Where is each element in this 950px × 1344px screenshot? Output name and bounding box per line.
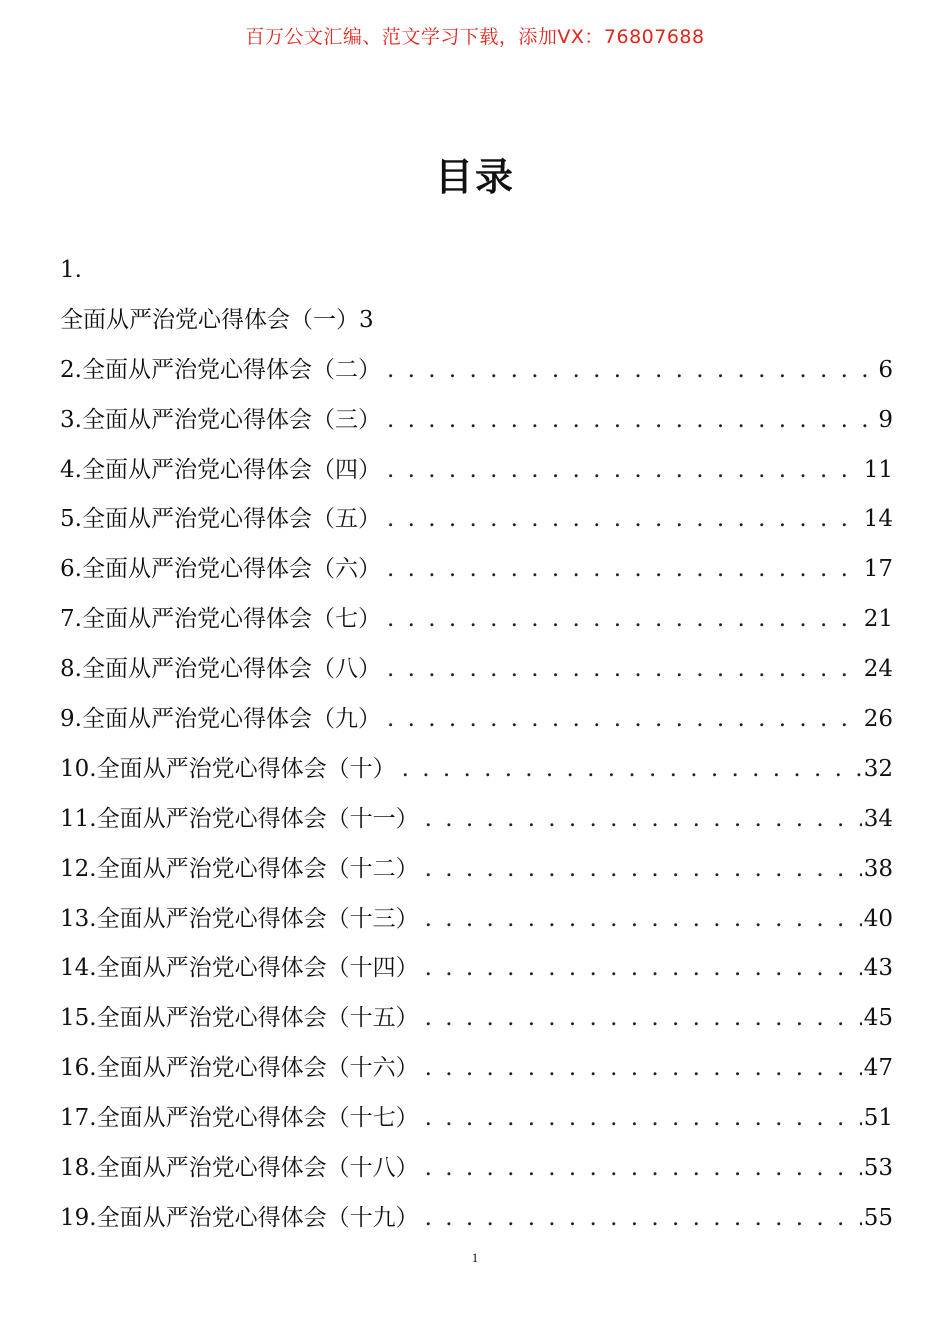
- toc-entry[interactable]: [60, 1200, 893, 1250]
- toc-entry-label: 5.全面从严治党心得体会（五）: [60, 506, 381, 533]
- toc-entry[interactable]: [60, 801, 893, 851]
- toc-entry-page: 9: [878, 406, 893, 433]
- toc-entry-page: 34: [863, 805, 893, 832]
- header-note: 百万公文汇编、范文学习下载，添加VX：76807688: [245, 26, 705, 48]
- toc-entry-page: 6: [878, 356, 893, 383]
- toc-entry[interactable]: [60, 950, 893, 1000]
- page-number: 1: [471, 1250, 479, 1265]
- toc-leader-dots: [425, 901, 862, 937]
- toc-leader-dots: [425, 801, 862, 837]
- toc-entry[interactable]: [60, 851, 893, 901]
- toc-entry[interactable]: [60, 651, 893, 701]
- toc-entry-label: 9.全面从严治党心得体会（九）: [60, 706, 381, 733]
- toc-entry[interactable]: [60, 501, 893, 551]
- toc-entry-page: 32: [863, 755, 893, 782]
- toc-entry-label: 全面从严治党心得体会（一）: [60, 306, 359, 333]
- toc-entry[interactable]: [60, 452, 893, 502]
- toc-list: [60, 352, 893, 1250]
- toc-entry-page: 55: [863, 1204, 893, 1231]
- toc-entry-page: 17: [863, 556, 893, 583]
- toc-leader-dots: [387, 352, 876, 388]
- toc-entry[interactable]: [60, 601, 893, 651]
- toc-entry-label: 11.全面从严治党心得体会（十一）: [60, 805, 419, 832]
- toc-entry[interactable]: [60, 1000, 893, 1050]
- toc-leader-dots: [425, 851, 862, 887]
- toc-entry-page: 43: [863, 955, 893, 982]
- toc-entry[interactable]: [60, 1100, 893, 1150]
- toc-entry[interactable]: [60, 901, 893, 951]
- table-of-contents: [60, 252, 893, 1250]
- toc-entry-page: 40: [863, 905, 893, 932]
- toc-entry-label: 7.全面从严治党心得体会（七）: [60, 606, 381, 633]
- toc-entry-page: 24: [863, 656, 893, 683]
- toc-entry-label: 13.全面从严治党心得体会（十三）: [60, 905, 419, 932]
- page-title: 目录: [434, 155, 515, 199]
- toc-leader-dots: [425, 1150, 862, 1186]
- toc-entry-label: 12.全面从严治党心得体会（十二）: [60, 855, 419, 882]
- toc-entry-label: 4.全面从严治党心得体会（四）: [60, 456, 381, 483]
- toc-entry-1-number[interactable]: [60, 252, 893, 302]
- toc-entry-page: 26: [863, 706, 893, 733]
- toc-entry-page: 11: [863, 456, 893, 483]
- toc-leader-dots: [387, 701, 862, 737]
- toc-entry[interactable]: [60, 402, 893, 452]
- toc-entry-label: 8.全面从严治党心得体会（八）: [60, 656, 381, 683]
- toc-entry[interactable]: [60, 701, 893, 751]
- toc-entry[interactable]: [60, 1050, 893, 1100]
- toc-entry-number: 1.: [60, 257, 82, 283]
- toc-leader-dots: [425, 1050, 862, 1086]
- toc-entry[interactable]: [60, 751, 893, 801]
- toc-leader-dots: [387, 402, 876, 438]
- toc-entry-label: 3.全面从严治党心得体会（三）: [60, 406, 381, 433]
- toc-entry-page: 38: [863, 855, 893, 882]
- toc-entry-page: 45: [863, 1005, 893, 1032]
- toc-entry-label: 14.全面从严治党心得体会（十四）: [60, 955, 419, 982]
- toc-entry-page: 53: [863, 1155, 893, 1182]
- toc-entry-page: 21: [863, 606, 893, 633]
- toc-leader-dots: [402, 751, 862, 787]
- toc-leader-dots: [387, 452, 862, 488]
- toc-leader-dots: [425, 1100, 862, 1136]
- toc-entry-page: 14: [863, 506, 893, 533]
- toc-entry-label: 10.全面从严治党心得体会（十）: [60, 755, 396, 782]
- toc-entry[interactable]: [60, 1150, 893, 1200]
- toc-entry-label: 17.全面从严治党心得体会（十七）: [60, 1105, 419, 1132]
- toc-entry-page: 3: [359, 306, 374, 333]
- toc-entry-page: 51: [863, 1105, 893, 1132]
- toc-entry-1[interactable]: [60, 302, 893, 352]
- toc-entry[interactable]: [60, 352, 893, 402]
- toc-entry-label: 16.全面从严治党心得体会（十六）: [60, 1055, 419, 1082]
- toc-leader-dots: [425, 1200, 862, 1236]
- toc-entry-label: 18.全面从严治党心得体会（十八）: [60, 1155, 419, 1182]
- toc-entry-label: 2.全面从严治党心得体会（二）: [60, 356, 381, 383]
- toc-leader-dots: [387, 601, 862, 637]
- toc-entry-label: 6.全面从严治党心得体会（六）: [60, 556, 381, 583]
- toc-entry-label: 15.全面从严治党心得体会（十五）: [60, 1005, 419, 1032]
- toc-leader-dots: [387, 651, 862, 687]
- toc-leader-dots: [387, 551, 862, 587]
- toc-entry-label: 19.全面从严治党心得体会（十九）: [60, 1204, 419, 1231]
- toc-leader-dots: [387, 501, 862, 537]
- toc-leader-dots: [425, 950, 862, 986]
- toc-leader-dots: [425, 1000, 862, 1036]
- toc-entry-page: 47: [863, 1055, 893, 1082]
- toc-entry[interactable]: [60, 551, 893, 601]
